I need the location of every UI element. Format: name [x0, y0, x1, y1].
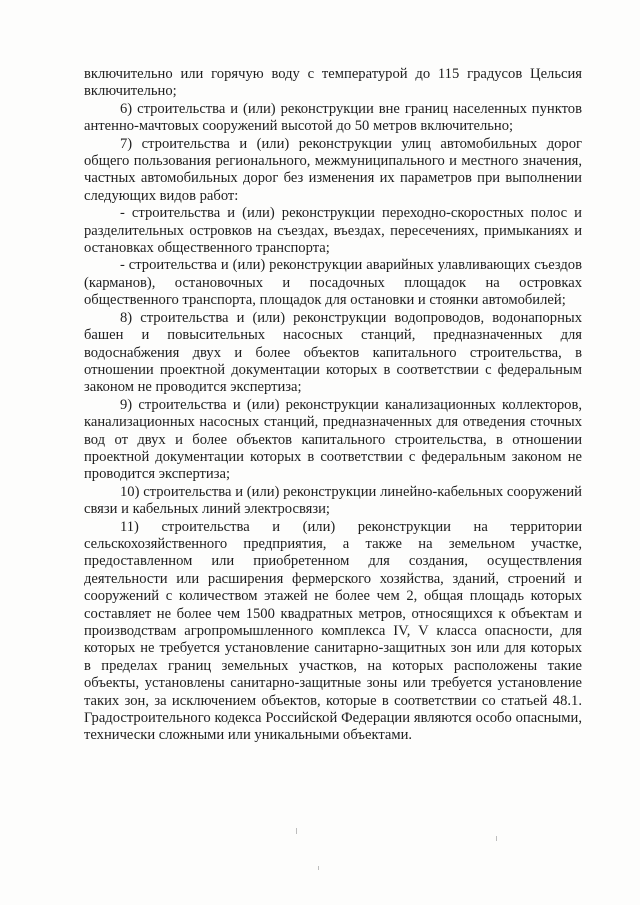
- paragraph-item-9: 9) строительства и (или) реконструкции канализационных коллекторов, канализационных насосных станций, предназначенных для отведения сточных вод от двух и более объектов капитального строительства, в отношении проектной документации которых в соответствии с федеральным законом не проводится экспертиза;: [84, 396, 582, 483]
- document-body: [84, 66, 582, 745]
- scan-artifact: [296, 828, 297, 834]
- paragraph-item-7: 7) строительства и (или) реконструкции улиц автомобильных дорог общего пользования регионального, межмуниципального и местного значения, частных автомобильных дорог без изменения их параметров при выполнении следующих видов работ:: [84, 135, 582, 204]
- paragraph-item-7-sub-2: - строительства и (или) реконструкции аварийных улавливающих съездов (карманов), остановочных и посадочных площадок на островках общественного транспорта, площадок для остановки и стоянки автомобилей;: [84, 257, 582, 309]
- paragraph-hot-water: включительно или горячую воду с температурой до 115 градусов Цельсия включительно;: [84, 66, 582, 100]
- paragraph-item-8: 8) строительства и (или) реконструкции водопроводов, водонапорных башен и повысительных насосных станций, предназначенных для водоснабжения двух и более объектов капитального строительства, в отношении проектной документации которых в соответствии с федеральным законом не проводится экспертиза;: [84, 309, 582, 396]
- paragraph-item-10: 10) строительства и (или) реконструкции линейно-кабельных сооружений связи и кабельных линий электросвязи;: [84, 483, 582, 518]
- paragraph-item-7-sub-1: - строительства и (или) реконструкции переходно-скоростных полос и разделительных островков на съездах, въездах, пересечениях, примыканиях и остановках общественного транспорта;: [84, 205, 582, 257]
- scan-artifact: [318, 866, 319, 870]
- paragraph-item-11: 11) строительства и (или) реконструкции на территории сельскохозяйственного предприятия, а также на земельном участке, предоставленном или приобретенном для создания, осуществления деятельности или расширения фермерского хозяйства, зданий, строений и сооружений с количеством этажей не более чем 2, общая площадь которых составляет не более чем 1500 квадратных метров, относящихся к объектам и производствам агропромышленного комплекса IV, V класса опасности, для которых не требуется установление санитарно-защитных зон или для которых в пределах границ земельных участков, на которых расположены такие объекты, установлены санитарно-защитные зоны или требуется установление таких зон, за исключением объектов, которые в соответствии со статьей 48.1. Градостроительного кодекса Российской Федерации являются особо опасными, технически сложными или уникальными объектами.: [84, 518, 582, 744]
- paragraph-item-6: 6) строительства и (или) реконструкции вне границ населенных пунктов антенно-мачтовых сооружений высотой до 50 метров включительно;: [84, 100, 582, 135]
- scan-artifact: [496, 836, 497, 841]
